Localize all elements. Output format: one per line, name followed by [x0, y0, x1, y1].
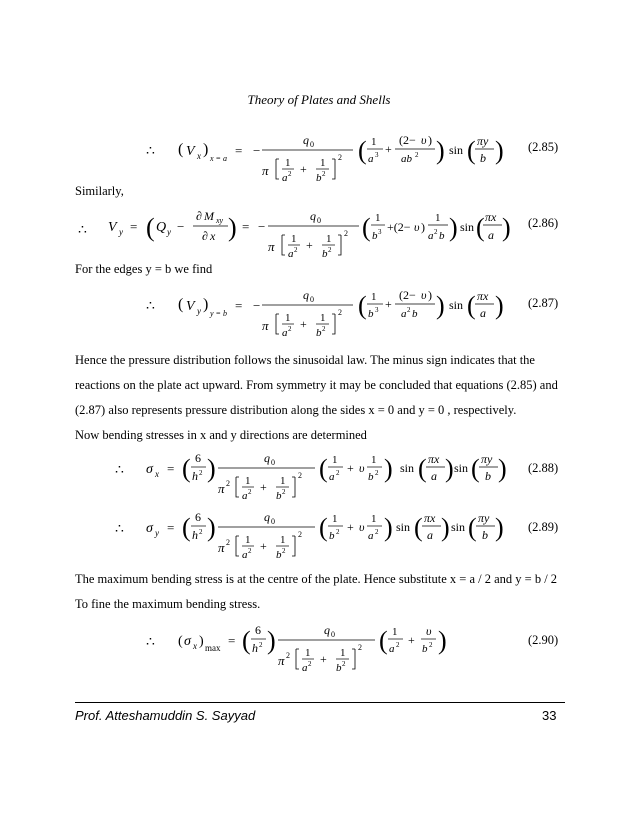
equation-number: (2.90): [528, 633, 559, 647]
svg-text:2: 2: [298, 530, 302, 539]
svg-text:υ: υ: [414, 220, 420, 234]
svg-text:+: +: [260, 480, 267, 494]
svg-text:M: M: [204, 209, 214, 223]
svg-text:q: q: [324, 623, 330, 637]
svg-text:b: b: [422, 643, 428, 655]
svg-text:2: 2: [226, 479, 230, 488]
text-max-line-1: The maximum bending stress is at the centre of the plate. Hence substitute x = a / 2 and y = b / 2: [75, 572, 558, 586]
svg-text:sin: sin: [454, 461, 469, 475]
svg-text:): ): [445, 454, 454, 483]
svg-text:υ: υ: [421, 288, 427, 302]
svg-text:a: a: [488, 228, 494, 242]
svg-text:2: 2: [434, 228, 438, 236]
svg-text:a: a: [282, 172, 288, 184]
svg-text:b: b: [329, 530, 335, 542]
svg-text:b: b: [372, 230, 378, 242]
svg-text:1: 1: [371, 136, 377, 148]
svg-text:): ): [384, 513, 393, 542]
svg-text:2: 2: [342, 660, 346, 668]
svg-text:υ: υ: [426, 624, 432, 638]
svg-text:1: 1: [392, 626, 398, 638]
svg-text:2: 2: [286, 651, 290, 660]
text-edges: [75, 262, 212, 277]
svg-text:1: 1: [280, 534, 286, 546]
svg-text:6: 6: [255, 623, 261, 637]
svg-text:b: b: [368, 308, 374, 320]
svg-text:): ): [495, 291, 504, 320]
svg-text:a: a: [428, 230, 434, 242]
svg-text:(: (: [319, 454, 328, 483]
equation-2-86-cos-term: [440, 204, 520, 249]
svg-text:(: (: [319, 513, 328, 542]
svg-text:π: π: [268, 239, 275, 254]
svg-text:π: π: [218, 481, 225, 496]
svg-text:(: (: [242, 626, 251, 655]
svg-text:2: 2: [415, 151, 419, 159]
svg-text:(2−: (2−: [399, 133, 416, 147]
svg-text:1: 1: [291, 233, 297, 245]
svg-text:1: 1: [340, 647, 346, 659]
text-max-line-2: To fine the maximum bending stress.: [75, 597, 261, 611]
svg-text:+: +: [306, 238, 313, 252]
svg-text:0: 0: [271, 517, 275, 526]
svg-text:2: 2: [308, 660, 312, 668]
svg-text:−: −: [253, 143, 261, 158]
footer-author: Prof. Atteshamuddin S. Sayyad: [75, 708, 256, 723]
footer-rule: [75, 702, 565, 703]
running-header: Theory of Plates and Shells: [247, 92, 391, 107]
svg-text:1: 1: [371, 513, 377, 525]
svg-text:1: 1: [320, 312, 326, 324]
svg-text:): ): [421, 220, 425, 234]
svg-text:1: 1: [245, 534, 251, 546]
svg-text:π: π: [218, 540, 225, 555]
svg-text:a: a: [329, 471, 335, 483]
svg-text:a: a: [431, 469, 437, 483]
svg-text:2: 2: [226, 538, 230, 547]
svg-text:q: q: [264, 451, 270, 465]
text-edges-content: For the edges y = b we find: [75, 262, 213, 276]
svg-text:+(2−: +(2−: [387, 220, 411, 234]
svg-text:(: (: [178, 141, 184, 158]
svg-text:−: −: [258, 219, 266, 234]
svg-text:b: b: [412, 308, 418, 320]
svg-text:): ): [203, 141, 209, 158]
svg-text:b: b: [439, 230, 445, 242]
svg-text:sin: sin: [449, 298, 464, 312]
svg-text:+: +: [300, 317, 307, 331]
equation-2-88: [138, 446, 518, 506]
svg-text:3: 3: [378, 228, 382, 236]
svg-text:h: h: [192, 528, 198, 542]
svg-text:(: (: [471, 454, 480, 483]
svg-text:2: 2: [336, 528, 340, 536]
svg-text:=: =: [228, 633, 236, 648]
svg-text:2: 2: [259, 641, 263, 649]
svg-text:=: =: [167, 461, 175, 476]
svg-text:1: 1: [280, 475, 286, 487]
svg-text:): ): [207, 454, 216, 483]
therefore-symbol: ∴: [146, 635, 155, 650]
svg-text:): ): [495, 136, 504, 165]
svg-text:Q: Q: [156, 220, 167, 235]
svg-text:(: (: [476, 213, 485, 242]
svg-text:2: 2: [375, 469, 379, 477]
svg-text:πx: πx: [485, 210, 497, 224]
svg-text:a: a: [242, 490, 248, 502]
svg-text:0: 0: [271, 458, 275, 467]
svg-text:2: 2: [294, 246, 298, 254]
svg-text:y: y: [197, 306, 201, 316]
svg-text:2: 2: [358, 643, 362, 652]
svg-text:): ): [203, 296, 209, 313]
svg-text:sin: sin: [400, 461, 415, 475]
svg-text:2: 2: [282, 488, 286, 496]
svg-text:1: 1: [371, 291, 377, 303]
therefore-symbol: ∴: [78, 223, 87, 238]
svg-text:a: a: [427, 528, 433, 542]
svg-text:(: (: [468, 513, 477, 542]
text-bending: Now bending stresses in x and y directions are determined: [75, 428, 367, 442]
svg-text:sin: sin: [396, 520, 411, 534]
svg-text:=: =: [130, 219, 138, 234]
svg-text:b: b: [336, 662, 342, 674]
svg-text:2: 2: [429, 641, 433, 649]
svg-text:1: 1: [326, 233, 332, 245]
svg-text:b: b: [316, 172, 322, 184]
svg-text:(: (: [418, 454, 427, 483]
svg-text:πx: πx: [424, 511, 436, 525]
svg-text:a: a: [368, 153, 374, 165]
svg-text:): ): [502, 213, 511, 242]
svg-text:a: a: [368, 530, 374, 542]
svg-text:sin: sin: [460, 220, 475, 234]
svg-text:sin: sin: [449, 143, 464, 157]
svg-text:x: x: [155, 469, 159, 479]
svg-text:2: 2: [248, 488, 252, 496]
svg-text:b: b: [480, 151, 486, 165]
text-hence-line-1: Hence the pressure distribution follows the sinusoidal law. The minus sign indicates that the: [75, 353, 535, 367]
equation-2-89: [138, 505, 518, 565]
svg-text:2: 2: [375, 528, 379, 536]
svg-text:πy: πy: [477, 134, 489, 148]
svg-text:π: π: [262, 163, 269, 178]
svg-text:(: (: [358, 291, 367, 320]
svg-text:(: (: [414, 513, 423, 542]
equation-2-87: [170, 283, 510, 343]
svg-text:b: b: [276, 490, 282, 502]
svg-text:1: 1: [320, 157, 326, 169]
svg-text:x: x: [197, 151, 201, 161]
svg-text:(: (: [467, 136, 476, 165]
svg-text:2: 2: [199, 469, 203, 477]
svg-text:a: a: [242, 549, 248, 561]
svg-text:1: 1: [245, 475, 251, 487]
svg-text:1: 1: [332, 513, 338, 525]
svg-text:=: =: [235, 298, 243, 313]
svg-text:υ: υ: [421, 133, 427, 147]
svg-text:(: (: [467, 291, 476, 320]
svg-text:6: 6: [195, 510, 201, 524]
svg-text:(: (: [178, 634, 183, 649]
svg-text:(: (: [362, 213, 371, 242]
svg-text:2: 2: [396, 641, 400, 649]
equation-number: (2.88): [528, 461, 559, 475]
svg-text:2: 2: [199, 528, 203, 536]
svg-text:x = a: x = a: [210, 154, 227, 163]
svg-text:3: 3: [375, 151, 379, 159]
svg-text:a: a: [288, 248, 294, 260]
svg-text:x: x: [210, 229, 216, 243]
svg-text:(: (: [182, 454, 191, 483]
svg-text:sin: sin: [451, 520, 466, 534]
svg-text:y: y: [155, 528, 159, 538]
svg-text:x: x: [193, 641, 197, 651]
svg-text:1: 1: [285, 157, 291, 169]
svg-text:6: 6: [195, 451, 201, 465]
svg-text:1: 1: [305, 647, 311, 659]
svg-text:=: =: [242, 219, 250, 234]
svg-text:2: 2: [336, 469, 340, 477]
svg-text:πy: πy: [481, 452, 493, 466]
svg-text:q: q: [303, 133, 309, 147]
equation-2-90: [170, 618, 470, 678]
svg-text:a: a: [401, 308, 407, 320]
text-hence-line-2: reactions on the plate act upward. From symmetry it may be concluded that equations (2.85) and: [75, 378, 558, 392]
equation-2-85: [170, 128, 510, 188]
therefore-symbol: ∴: [115, 463, 124, 478]
svg-text:q: q: [264, 510, 270, 524]
therefore-symbol: ∴: [115, 522, 124, 537]
svg-text:1: 1: [435, 212, 441, 224]
svg-text:): ): [436, 136, 445, 165]
svg-text:+: +: [347, 520, 354, 534]
svg-text:y = b: y = b: [210, 309, 227, 318]
svg-text:2: 2: [288, 170, 292, 178]
svg-text:+: +: [320, 652, 327, 666]
svg-text:2: 2: [322, 325, 326, 333]
svg-text:b: b: [276, 549, 282, 561]
svg-text:(: (: [358, 136, 367, 165]
svg-text:2: 2: [344, 229, 348, 238]
svg-text:): ): [207, 513, 216, 542]
equation-number: (2.89): [528, 520, 559, 534]
svg-text:(: (: [178, 296, 184, 313]
svg-text:V: V: [186, 144, 195, 159]
svg-text:+: +: [300, 162, 307, 176]
svg-text:πx: πx: [428, 452, 440, 466]
svg-text:0: 0: [310, 140, 314, 149]
svg-text:+: +: [385, 142, 392, 156]
svg-text:b: b: [482, 528, 488, 542]
text-hence-line-3: (2.87) also represents pressure distribution along the sides x = 0 and y = 0 , respectively.: [75, 403, 517, 417]
svg-text:1: 1: [285, 312, 291, 324]
text-similarly: Similarly,: [75, 184, 124, 198]
svg-text:b: b: [368, 471, 374, 483]
svg-text:): ): [441, 513, 450, 542]
therefore-symbol: ∴: [146, 299, 155, 314]
svg-text:b: b: [316, 327, 322, 339]
svg-text:V: V: [108, 220, 117, 235]
svg-text:): ): [498, 454, 507, 483]
svg-text:+: +: [260, 539, 267, 553]
svg-text:y: y: [119, 227, 123, 237]
svg-text:σ: σ: [146, 462, 153, 477]
page-number: 33: [542, 708, 557, 723]
svg-text:): ): [428, 133, 432, 147]
svg-text:1: 1: [332, 454, 338, 466]
svg-text:a: a: [302, 662, 308, 674]
svg-text:b: b: [322, 248, 328, 260]
svg-text:1: 1: [375, 212, 381, 224]
svg-text:+: +: [385, 297, 392, 311]
svg-text:): ): [428, 288, 432, 302]
svg-text:=: =: [167, 520, 175, 535]
svg-text:): ): [436, 291, 445, 320]
svg-text:2: 2: [328, 246, 332, 254]
svg-text:(: (: [379, 626, 388, 655]
therefore-symbol: ∴: [146, 144, 155, 159]
svg-text:3: 3: [375, 306, 379, 314]
svg-text:y: y: [167, 227, 171, 237]
svg-text:max: max: [205, 643, 221, 653]
svg-text:υ: υ: [359, 461, 365, 475]
svg-text:∂: ∂: [196, 209, 202, 223]
equation-number: (2.85): [528, 140, 559, 154]
svg-text:b: b: [485, 469, 491, 483]
svg-text:q: q: [310, 209, 316, 223]
svg-text:a: a: [480, 306, 486, 320]
svg-text:a: a: [389, 643, 395, 655]
svg-text:πx: πx: [477, 289, 489, 303]
svg-text:2: 2: [282, 547, 286, 555]
svg-text:σ: σ: [184, 634, 191, 649]
svg-text:∂: ∂: [202, 229, 208, 243]
svg-text:(: (: [182, 513, 191, 542]
svg-text:2: 2: [298, 471, 302, 480]
svg-text:πy: πy: [478, 511, 490, 525]
svg-text:h: h: [252, 641, 258, 655]
svg-text:): ): [267, 626, 276, 655]
svg-text:σ: σ: [146, 521, 153, 536]
svg-text:2: 2: [338, 308, 342, 317]
svg-text:): ): [449, 213, 458, 242]
svg-text:(2−: (2−: [399, 288, 416, 302]
svg-text:ab: ab: [401, 153, 412, 165]
svg-text:): ): [495, 513, 504, 542]
svg-text:): ): [199, 634, 204, 649]
svg-text:): ): [228, 213, 237, 242]
svg-text:−: −: [253, 298, 261, 313]
svg-text:2: 2: [248, 547, 252, 555]
equation-number: (2.87): [528, 296, 559, 310]
svg-text:V: V: [186, 299, 195, 314]
svg-text:q: q: [303, 288, 309, 302]
svg-text:0: 0: [310, 295, 314, 304]
svg-text:2: 2: [338, 153, 342, 162]
svg-text:a: a: [282, 327, 288, 339]
svg-text:2: 2: [288, 325, 292, 333]
svg-text:xy: xy: [216, 216, 224, 225]
svg-text:π: π: [278, 653, 285, 668]
svg-text:2: 2: [322, 170, 326, 178]
equation-number: (2.86): [528, 216, 559, 230]
svg-text:−: −: [177, 219, 185, 234]
svg-text:0: 0: [317, 216, 321, 225]
svg-text:0: 0: [331, 630, 335, 639]
svg-text:+: +: [347, 461, 354, 475]
svg-text:+: +: [408, 633, 415, 647]
svg-text:2: 2: [407, 306, 411, 314]
svg-text:(: (: [146, 213, 155, 242]
svg-text:=: =: [235, 143, 243, 158]
svg-text:1: 1: [371, 454, 377, 466]
svg-text:h: h: [192, 469, 198, 483]
svg-text:): ): [438, 626, 447, 655]
svg-text:π: π: [262, 318, 269, 333]
svg-text:): ): [384, 454, 393, 483]
svg-text:υ: υ: [359, 520, 365, 534]
